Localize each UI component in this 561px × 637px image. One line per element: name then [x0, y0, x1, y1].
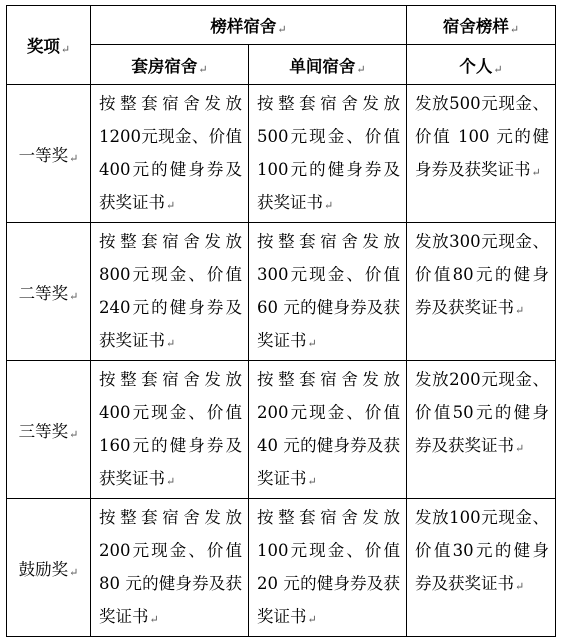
header-dorm-model: 榜样宿舍↵	[91, 6, 407, 45]
award-table	[6, 5, 556, 637]
suite-prize: 按整套宿舍发放200元现金、价值80 元的健身券及获奖证书↵	[91, 499, 249, 637]
single-prize: 按整套宿舍发放500元现金、价值100元的健身券及获奖证书↵	[249, 85, 407, 223]
suite-prize: 按整套宿舍发放1200元现金、价值400元的健身券及获奖证书↵	[91, 85, 249, 223]
table-row	[7, 499, 556, 637]
header-dorm-individual: 宿舍榜样↵	[407, 6, 556, 45]
table-row	[7, 223, 556, 361]
individual-prize: 发放200元现金、价值50元的健身券及获奖证书↵	[407, 361, 556, 499]
header-suite: 套房宿舍↵	[91, 45, 249, 85]
single-prize: 按整套宿舍发放100元现金、价值20 元的健身券及获奖证书↵	[249, 499, 407, 637]
single-prize: 按整套宿舍发放200元现金、价值40 元的健身券及获奖证书↵	[249, 361, 407, 499]
award-name: 一等奖↵	[7, 85, 91, 223]
suite-prize: 按整套宿舍发放400元现金、价值160元的健身券及获奖证书↵	[91, 361, 249, 499]
award-name: 三等奖↵	[7, 361, 91, 499]
header-award: 奖项↵	[7, 6, 91, 85]
individual-prize: 发放300元现金、价值80元的健身券及获奖证书↵	[407, 223, 556, 361]
table-row	[7, 361, 556, 499]
award-name: 二等奖↵	[7, 223, 91, 361]
individual-prize: 发放100元现金、价值30元的健身券及获奖证书↵	[407, 499, 556, 637]
table-row	[7, 85, 556, 223]
award-name: 鼓励奖↵	[7, 499, 91, 637]
single-prize: 按整套宿舍发放300元现金、价值60 元的健身券及获奖证书↵	[249, 223, 407, 361]
individual-prize: 发放500元现金、价值 100 元的健身券及获奖证书↵	[407, 85, 556, 223]
header-single: 单间宿舍↵	[249, 45, 407, 85]
header-individual: 个人↵	[407, 45, 556, 85]
suite-prize: 按整套宿舍发放800元现金、价值240元的健身券及获奖证书↵	[91, 223, 249, 361]
